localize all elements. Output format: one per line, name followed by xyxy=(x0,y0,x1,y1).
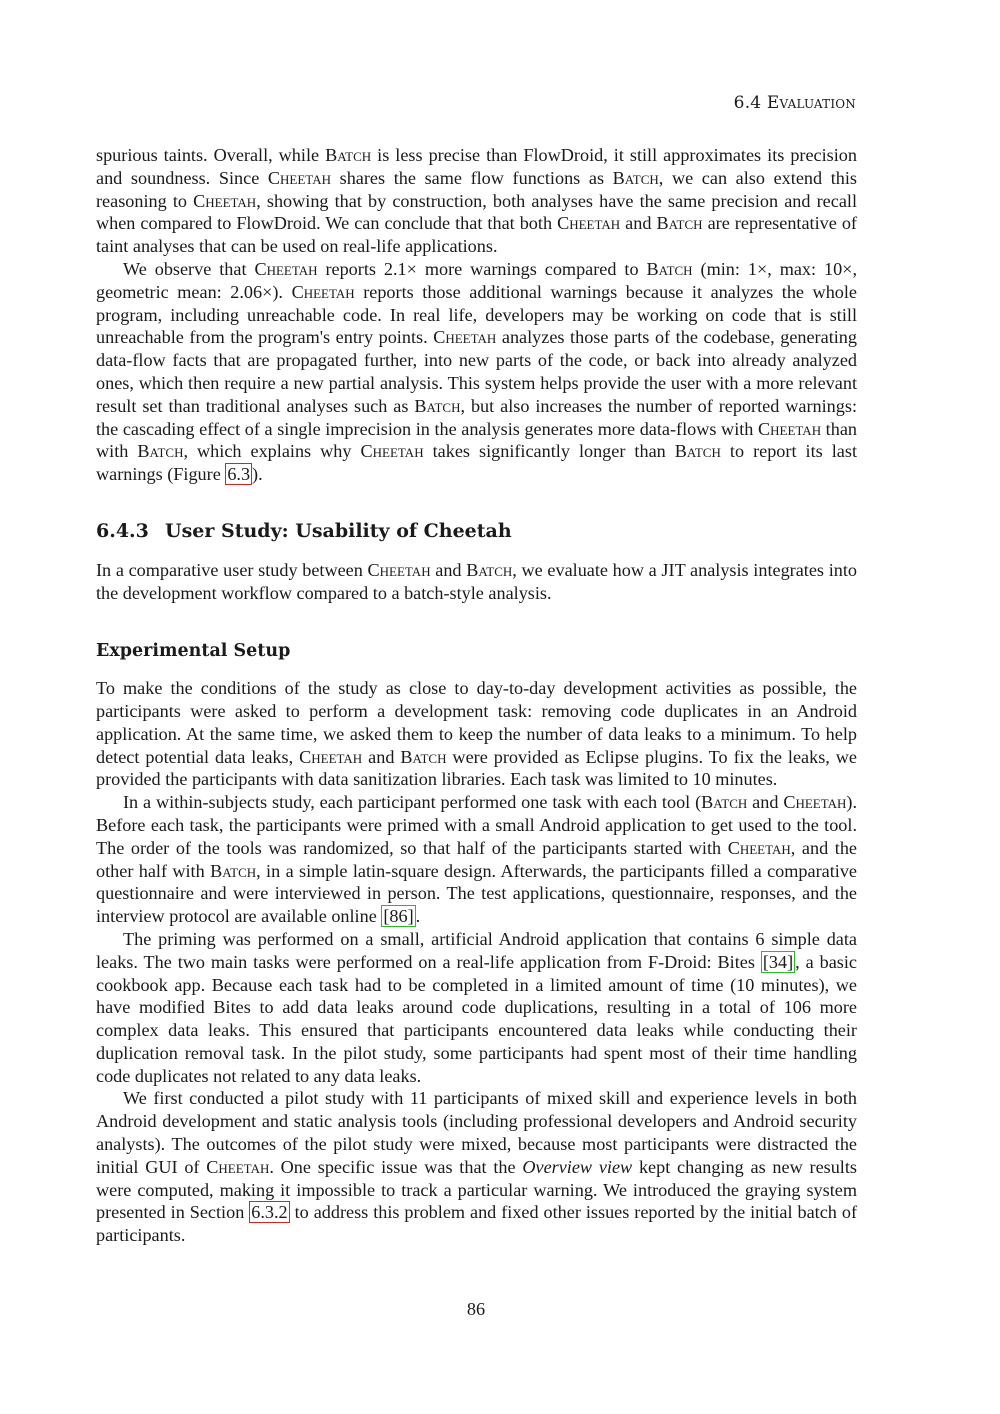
tool-name-batch: Batch xyxy=(137,441,184,462)
paragraph-7: We first conducted a pilot study with 11 participants of mixed skill and experience levels in both Android development and static analysis tools (including professional developers and Android security analysts). The outcomes of the pilot study were mixed, because most participants were distracted the initial GUI of Cheetah. One specific issue was that the Overview view kept changing as new results were computed, making it impossible to track a particular warning. We introduced the graying system presented in Section 6.3.2 to address this problem and fixed other issues reported by the initial batch of participants. xyxy=(96,1088,858,1246)
tool-name-cheetah: Cheetah xyxy=(758,418,822,439)
tool-name-batch: Batch xyxy=(656,213,703,234)
tool-name-cheetah: Cheetah xyxy=(727,837,791,858)
tool-name-cheetah: Cheetah xyxy=(433,327,497,348)
tool-name-cheetah: Cheetah xyxy=(360,441,424,462)
tool-name-cheetah: Cheetah xyxy=(193,190,257,211)
citation-86-link[interactable]: [86] xyxy=(383,906,414,927)
tool-name-cheetah: Cheetah xyxy=(206,1156,270,1177)
section-ref-link[interactable]: 6.3.2 xyxy=(251,1202,288,1223)
paragraph-4: To make the conditions of the study as close to day-to-day development activities as possible, the participants were asked to perform a development task: removing code duplicates in an Android application. At the same time, we asked them to keep the number of data leaks to a minimum. To help detect potential data leaks, Cheetah and Batch were provided as Eclipse plugins. To fix the leaks, we provided the participants with data sanitization libraries. Each task was limited to 10 minutes. xyxy=(96,678,857,790)
tool-name-cheetah: Cheetah xyxy=(367,559,431,580)
section-title: User Study: Usability of Cheetah xyxy=(165,519,512,542)
paragraph-3: In a comparative user study between Cheetah and Batch, we evaluate how a JIT analysis integrates into the development workflow compared to a batch-style analysis. xyxy=(96,559,857,603)
section-number: 6.4.3 xyxy=(96,519,149,542)
tool-name-cheetah: Cheetah xyxy=(299,746,363,767)
section-heading xyxy=(96,520,857,543)
tool-name-batch: Batch xyxy=(674,441,721,462)
running-head xyxy=(734,93,856,113)
tool-name-batch: Batch xyxy=(400,746,447,767)
tool-name-batch: Batch xyxy=(466,559,513,580)
page-number: 86 xyxy=(466,1299,486,1319)
tool-name-cheetah: Cheetah xyxy=(254,258,318,279)
running-head-number: 6.4 xyxy=(733,93,767,113)
tool-name-batch: Batch xyxy=(612,167,659,188)
figure-ref-link[interactable]: 6.3 xyxy=(227,464,251,485)
subsection-heading: Experimental Setup xyxy=(96,641,291,662)
tool-name-batch: Batch xyxy=(210,860,257,881)
tool-name-cheetah: Cheetah xyxy=(557,213,621,234)
overview-view-term: Overview view xyxy=(522,1156,633,1177)
citation-34-link[interactable]: [34] xyxy=(762,951,794,972)
paragraph-6: The priming was performed on a small, artificial Android application that contains 6 simple data leaks. The two main tasks were performed on a real-life application from F-Droid: Bites [34] , a basic cookbook app. Because each task had to be completed in a limited amount of time (10 minutes), we have modified Bites to add data leaks around code duplications, resulting in a total of 106 more complex data leaks. This ensured that participants encountered data leaks while conducting their duplication removal task. In the pilot study, some participants had spent most of their time handling code duplicates not related to any data leaks. xyxy=(96,928,857,1086)
tool-name-batch: Batch xyxy=(701,792,748,813)
body-text xyxy=(96,144,857,1247)
tool-name-batch: Batch xyxy=(646,258,693,279)
paragraph-2: We observe that Cheetah reports 2.1× more warnings compared to Batch (min: 1×, max: 10×, geometric mean: 2.06×). Cheetah reports those additional warnings because it analyzes the whole program, including unreachable code. In real life, developers may be working on code that is still unreachable from the program's entry points. Cheetah analyzes those parts of the codebase, generating data-flow facts that are propagated further, into new parts of the code, or back into already analyzed ones, which then require a new partial analysis. This system helps provide the user with a more relevant result set than traditional analyses such as Batch, but also increases the number of reported warnings: the cascading effect of a single imprecision in the analysis generates more data-flows with Cheetah than with Batch, which explains why Cheetah takes significantly longer than Batch to report its last warnings (Figure 6.3 ). xyxy=(96,258,858,485)
paragraph-5: In a within-subjects study, each participant performed one task with each tool (Batch and Cheetah). Before each task, the participants were primed with a small Android application to get used to the tool. The order of the tools was randomized, so that half of the participants started with Cheetah, and the other half with Batch, in a simple latin-square design. Afterwards, the participants filled a comparative questionnaire and were interviewed in person. The test applications, questionnaire, responses, and the interview protocol are available online [86] . xyxy=(96,792,857,927)
running-head-title: Evaluation xyxy=(766,93,856,113)
tool-name-cheetah: Cheetah xyxy=(783,792,847,813)
tool-name-batch: Batch xyxy=(325,145,372,165)
paragraph-1: spurious taints. Overall, while Batch is less precise than FlowDroid, it still approximates its precision and soundness. Since Cheetah shares the same flow functions as Batch, we can also extend this reasoning to Cheetah, showing that by construction, both analyses have the same precision and recall when compared to FlowDroid. We can conclude that that both Cheetah and Batch are representative of taint analyses that can be used on real-life applications. xyxy=(96,145,857,257)
tool-name-batch: Batch xyxy=(414,395,461,416)
tool-name-cheetah: Cheetah xyxy=(267,167,331,188)
tool-name-cheetah: Cheetah xyxy=(291,281,355,302)
